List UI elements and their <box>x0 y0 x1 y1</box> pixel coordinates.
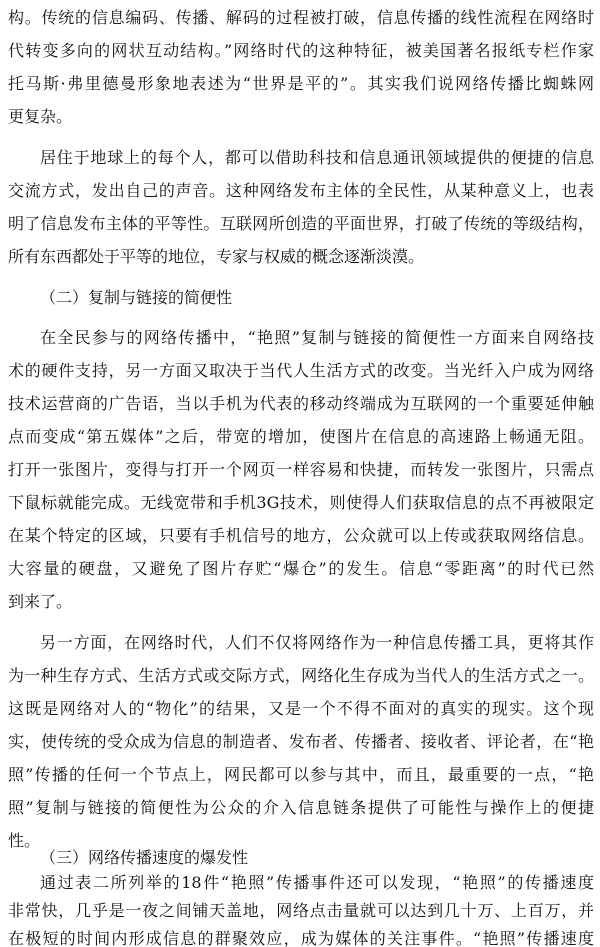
text-line: 照”传播的任何一个节点上，网民都可以参与其中，而且，最重要的一点，“艳 <box>8 765 594 784</box>
text-line: 术的硬件支持，另一方面又取决于当代人生活方式的改变。当光纤入户成为网络 <box>8 361 594 380</box>
text-line: 为一种生存方式、生活方式或交际方式，网络化生存成为当代人的生活方式之一。 <box>8 666 594 685</box>
text-line: 明了信息发布主体的平等性。互联网所创造的平面世界，打破了传统的等级结构， <box>8 214 594 233</box>
text-line: 大容量的硬盘，又避免了图片存贮“爆仓”的发生。信息“零距离”的时代已然 <box>8 559 594 578</box>
text-line: 交流方式，发出自己的声音。这种网络发布主体的全民性，从某种意义上，也表 <box>8 181 594 200</box>
text-line: 通过表二所列举的18件“艳照”传播事件还可以发现，“艳照”的传播速度 <box>40 874 594 891</box>
text-line: 代转变多向的网状互动结构。”网络时代的这种特征，被美国著名报纸专栏作家 <box>8 41 594 60</box>
text-line: 下鼠标就能完成。无线宽带和手机3G技术，则使得人们获取信息的点不再被限定 <box>8 493 594 512</box>
text-line: 技术运营商的广告语，当以手机为代表的移动终端成为互联网的一个重要延伸触 <box>8 394 594 413</box>
section-heading: （三）网络传播速度的爆发性 <box>40 848 249 867</box>
text-line: 性。 <box>8 831 41 850</box>
text-line: 更复杂。 <box>8 107 73 126</box>
text-line: 实，使传统的受众成为信息的制造者、发布者、传播者、接收者、评论者，在“艳 <box>8 732 594 751</box>
text-line: 到来了。 <box>8 592 73 611</box>
text-line: 非常快，几乎是一夜之间铺天盖地，网络点击量就可以达到几十万、上百万，并 <box>8 902 594 919</box>
text-line: 照”复制与链接的简便性为公众的介入信息链条提供了可能性与操作上的便捷 <box>8 798 594 817</box>
text-line: 在全民参与的网络传播中，“艳照”复制与链接的简便性一方面来自网络技 <box>40 328 594 347</box>
text-line: 这既是网络对人的“物化”的结果，又是一个不得不面对的真实的现实。这个现 <box>8 699 594 718</box>
text-line: 所有东西都处于平等的地位，专家与权威的概念逐渐淡漠。 <box>8 247 425 266</box>
text-line: 在某个特定的区域，只要有手机信号的地方，公众就可以上传或获取网络信息。 <box>8 526 594 545</box>
text-line: 打开一张图片，变得与打开一个网页一样容易和快捷，而转发一张图片，只需点 <box>8 460 594 479</box>
text-line: 另一方面，在网络时代，人们不仅将网络作为一种信息传播工具，更将其作 <box>40 633 594 652</box>
text-line: 点而变成“第五媒体”之后，带宽的增加，使图片在信息的高速路上畅通无阻。 <box>8 427 594 446</box>
text-line: 托马斯·弗里德曼形象地表述为“世界是平的”。其实我们说网络传播比蜘蛛网 <box>8 74 594 93</box>
text-line: 在极短的时间内形成信息的群聚效应，成为媒体的关注事件。“艳照”传播速度 <box>8 930 594 947</box>
text-line: 构。传统的信息编码、传播、解码的过程被打破，信息传播的线性流程在网络时 <box>8 8 594 27</box>
section-heading: （二）复制与链接的简便性 <box>40 288 233 307</box>
text-line: 居住于地球上的每个人，都可以借助科技和信息通讯领域提供的便捷的信息 <box>40 148 594 167</box>
